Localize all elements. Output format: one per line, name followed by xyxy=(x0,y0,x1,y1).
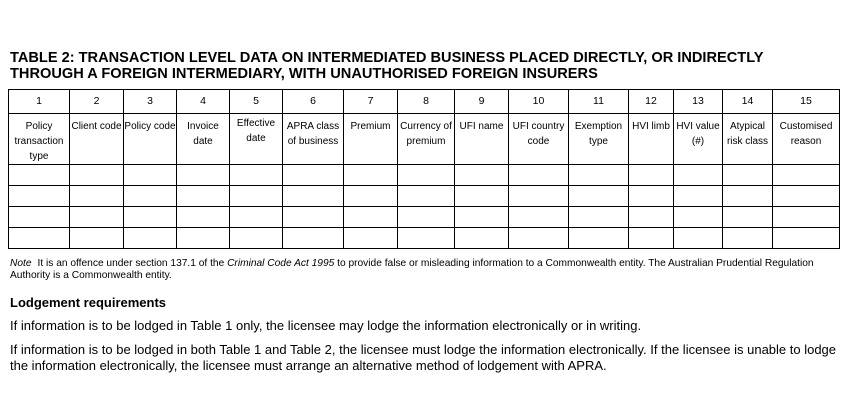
column-header: Client code xyxy=(70,114,124,165)
table-cell xyxy=(629,186,674,207)
column-number: 7 xyxy=(344,90,398,114)
table-cell xyxy=(723,186,773,207)
table-cell xyxy=(124,228,177,249)
table-row xyxy=(9,186,840,207)
table-cell xyxy=(674,165,723,186)
note-label: Note xyxy=(10,258,32,269)
column-number: 14 xyxy=(723,90,773,114)
column-header: Atypical risk class xyxy=(723,114,773,165)
table-cell xyxy=(773,165,840,186)
table-cell xyxy=(629,207,674,228)
column-number: 10 xyxy=(509,90,569,114)
table-cell xyxy=(674,186,723,207)
table-cell xyxy=(569,207,629,228)
column-number-row xyxy=(9,90,840,114)
table-cell xyxy=(723,207,773,228)
table-cell xyxy=(70,207,124,228)
column-header: Policy code xyxy=(124,114,177,165)
table-cell xyxy=(344,207,398,228)
table-cell xyxy=(455,228,509,249)
table-cell xyxy=(773,207,840,228)
column-number: 3 xyxy=(124,90,177,114)
table-cell xyxy=(723,165,773,186)
table-cell xyxy=(723,228,773,249)
table-row xyxy=(9,207,840,228)
column-number: 8 xyxy=(398,90,455,114)
table-cell xyxy=(674,228,723,249)
table-cell xyxy=(398,207,455,228)
table-cell xyxy=(177,186,230,207)
table-row xyxy=(9,228,840,249)
table-row xyxy=(9,165,840,186)
table-cell xyxy=(674,207,723,228)
lodgement-paragraph-2: If information is to be lodged in both Table 1 and Table 2, the licensee must lodge the information electronically. If the licensee is unable to lodge the information electronically, the licensee must arrange an alternative method of lodgement with APRA. xyxy=(10,342,837,373)
table-cell xyxy=(344,165,398,186)
table-cell xyxy=(569,186,629,207)
note-text-after: to provide false or misleading information to a Commonwealth entity. The Australian Prudential Regulation Authority is a Commonwealth entity. xyxy=(10,258,814,281)
table-cell xyxy=(455,165,509,186)
table-cell xyxy=(124,165,177,186)
column-number: 6 xyxy=(283,90,344,114)
column-header: UFI name xyxy=(455,114,509,165)
legal-note xyxy=(10,258,840,282)
column-header: APRA class of business xyxy=(283,114,344,165)
table-cell xyxy=(9,186,70,207)
table-cell xyxy=(455,186,509,207)
note-text-before: It is an offence under section 137.1 of the xyxy=(37,258,228,269)
column-number: 1 xyxy=(9,90,70,114)
table-cell xyxy=(773,186,840,207)
column-number: 2 xyxy=(70,90,124,114)
column-header: Policy transaction type xyxy=(9,114,70,165)
table-cell xyxy=(509,228,569,249)
table-cell xyxy=(70,186,124,207)
column-header: UFI country code xyxy=(509,114,569,165)
column-header-row xyxy=(9,114,840,165)
column-number: 4 xyxy=(177,90,230,114)
table-cell xyxy=(283,228,344,249)
table-cell xyxy=(569,228,629,249)
table-cell xyxy=(398,228,455,249)
table-cell xyxy=(283,207,344,228)
column-number: 9 xyxy=(455,90,509,114)
table-cell xyxy=(177,228,230,249)
column-number: 15 xyxy=(773,90,840,114)
table-cell xyxy=(124,186,177,207)
table-cell xyxy=(455,207,509,228)
table-cell xyxy=(230,186,283,207)
lodgement-heading: Lodgement requirements xyxy=(10,295,167,310)
note-act-title: Criminal Code Act 1995 xyxy=(227,258,335,269)
table-cell xyxy=(70,228,124,249)
column-number: 12 xyxy=(629,90,674,114)
table-cell xyxy=(70,165,124,186)
table-cell xyxy=(9,207,70,228)
table-cell xyxy=(230,165,283,186)
table-cell xyxy=(509,207,569,228)
table-cell xyxy=(283,165,344,186)
table-cell xyxy=(509,165,569,186)
column-header: Exemption type xyxy=(569,114,629,165)
table-cell xyxy=(629,228,674,249)
column-header: Effective date xyxy=(230,114,283,165)
table-cell xyxy=(177,165,230,186)
table-cell xyxy=(344,186,398,207)
table-cell xyxy=(773,228,840,249)
table-cell xyxy=(9,228,70,249)
table-cell xyxy=(124,207,177,228)
table-cell xyxy=(344,228,398,249)
column-header: Customised reason xyxy=(773,114,840,165)
column-header: HVI value (#) xyxy=(674,114,723,165)
column-number: 13 xyxy=(674,90,723,114)
table-cell xyxy=(509,186,569,207)
lodgement-paragraph-1: If information is to be lodged in Table 1 only, the licensee may lodge the information electronically or in writing. xyxy=(10,318,642,333)
column-number: 11 xyxy=(569,90,629,114)
column-number: 5 xyxy=(230,90,283,114)
table-title: TABLE 2: TRANSACTION LEVEL DATA ON INTERMEDIATED BUSINESS PLACED DIRECTLY, OR INDIRECTLY THROUGH A FOREIGN INTERMEDIARY, WITH UNAUTHORISED FOREIGN INSURERS xyxy=(10,50,764,82)
table-cell xyxy=(398,186,455,207)
table-cell xyxy=(629,165,674,186)
table-cell xyxy=(177,207,230,228)
column-header: HVI limb xyxy=(629,114,674,165)
table-cell xyxy=(398,165,455,186)
column-header: Currency of premium xyxy=(398,114,455,165)
table-cell xyxy=(283,186,344,207)
column-header: Premium xyxy=(344,114,398,165)
transaction-data-table xyxy=(8,89,840,249)
column-header: Invoice date xyxy=(177,114,230,165)
table-cell xyxy=(230,228,283,249)
table-cell xyxy=(230,207,283,228)
table-cell xyxy=(9,165,70,186)
table-cell xyxy=(569,165,629,186)
